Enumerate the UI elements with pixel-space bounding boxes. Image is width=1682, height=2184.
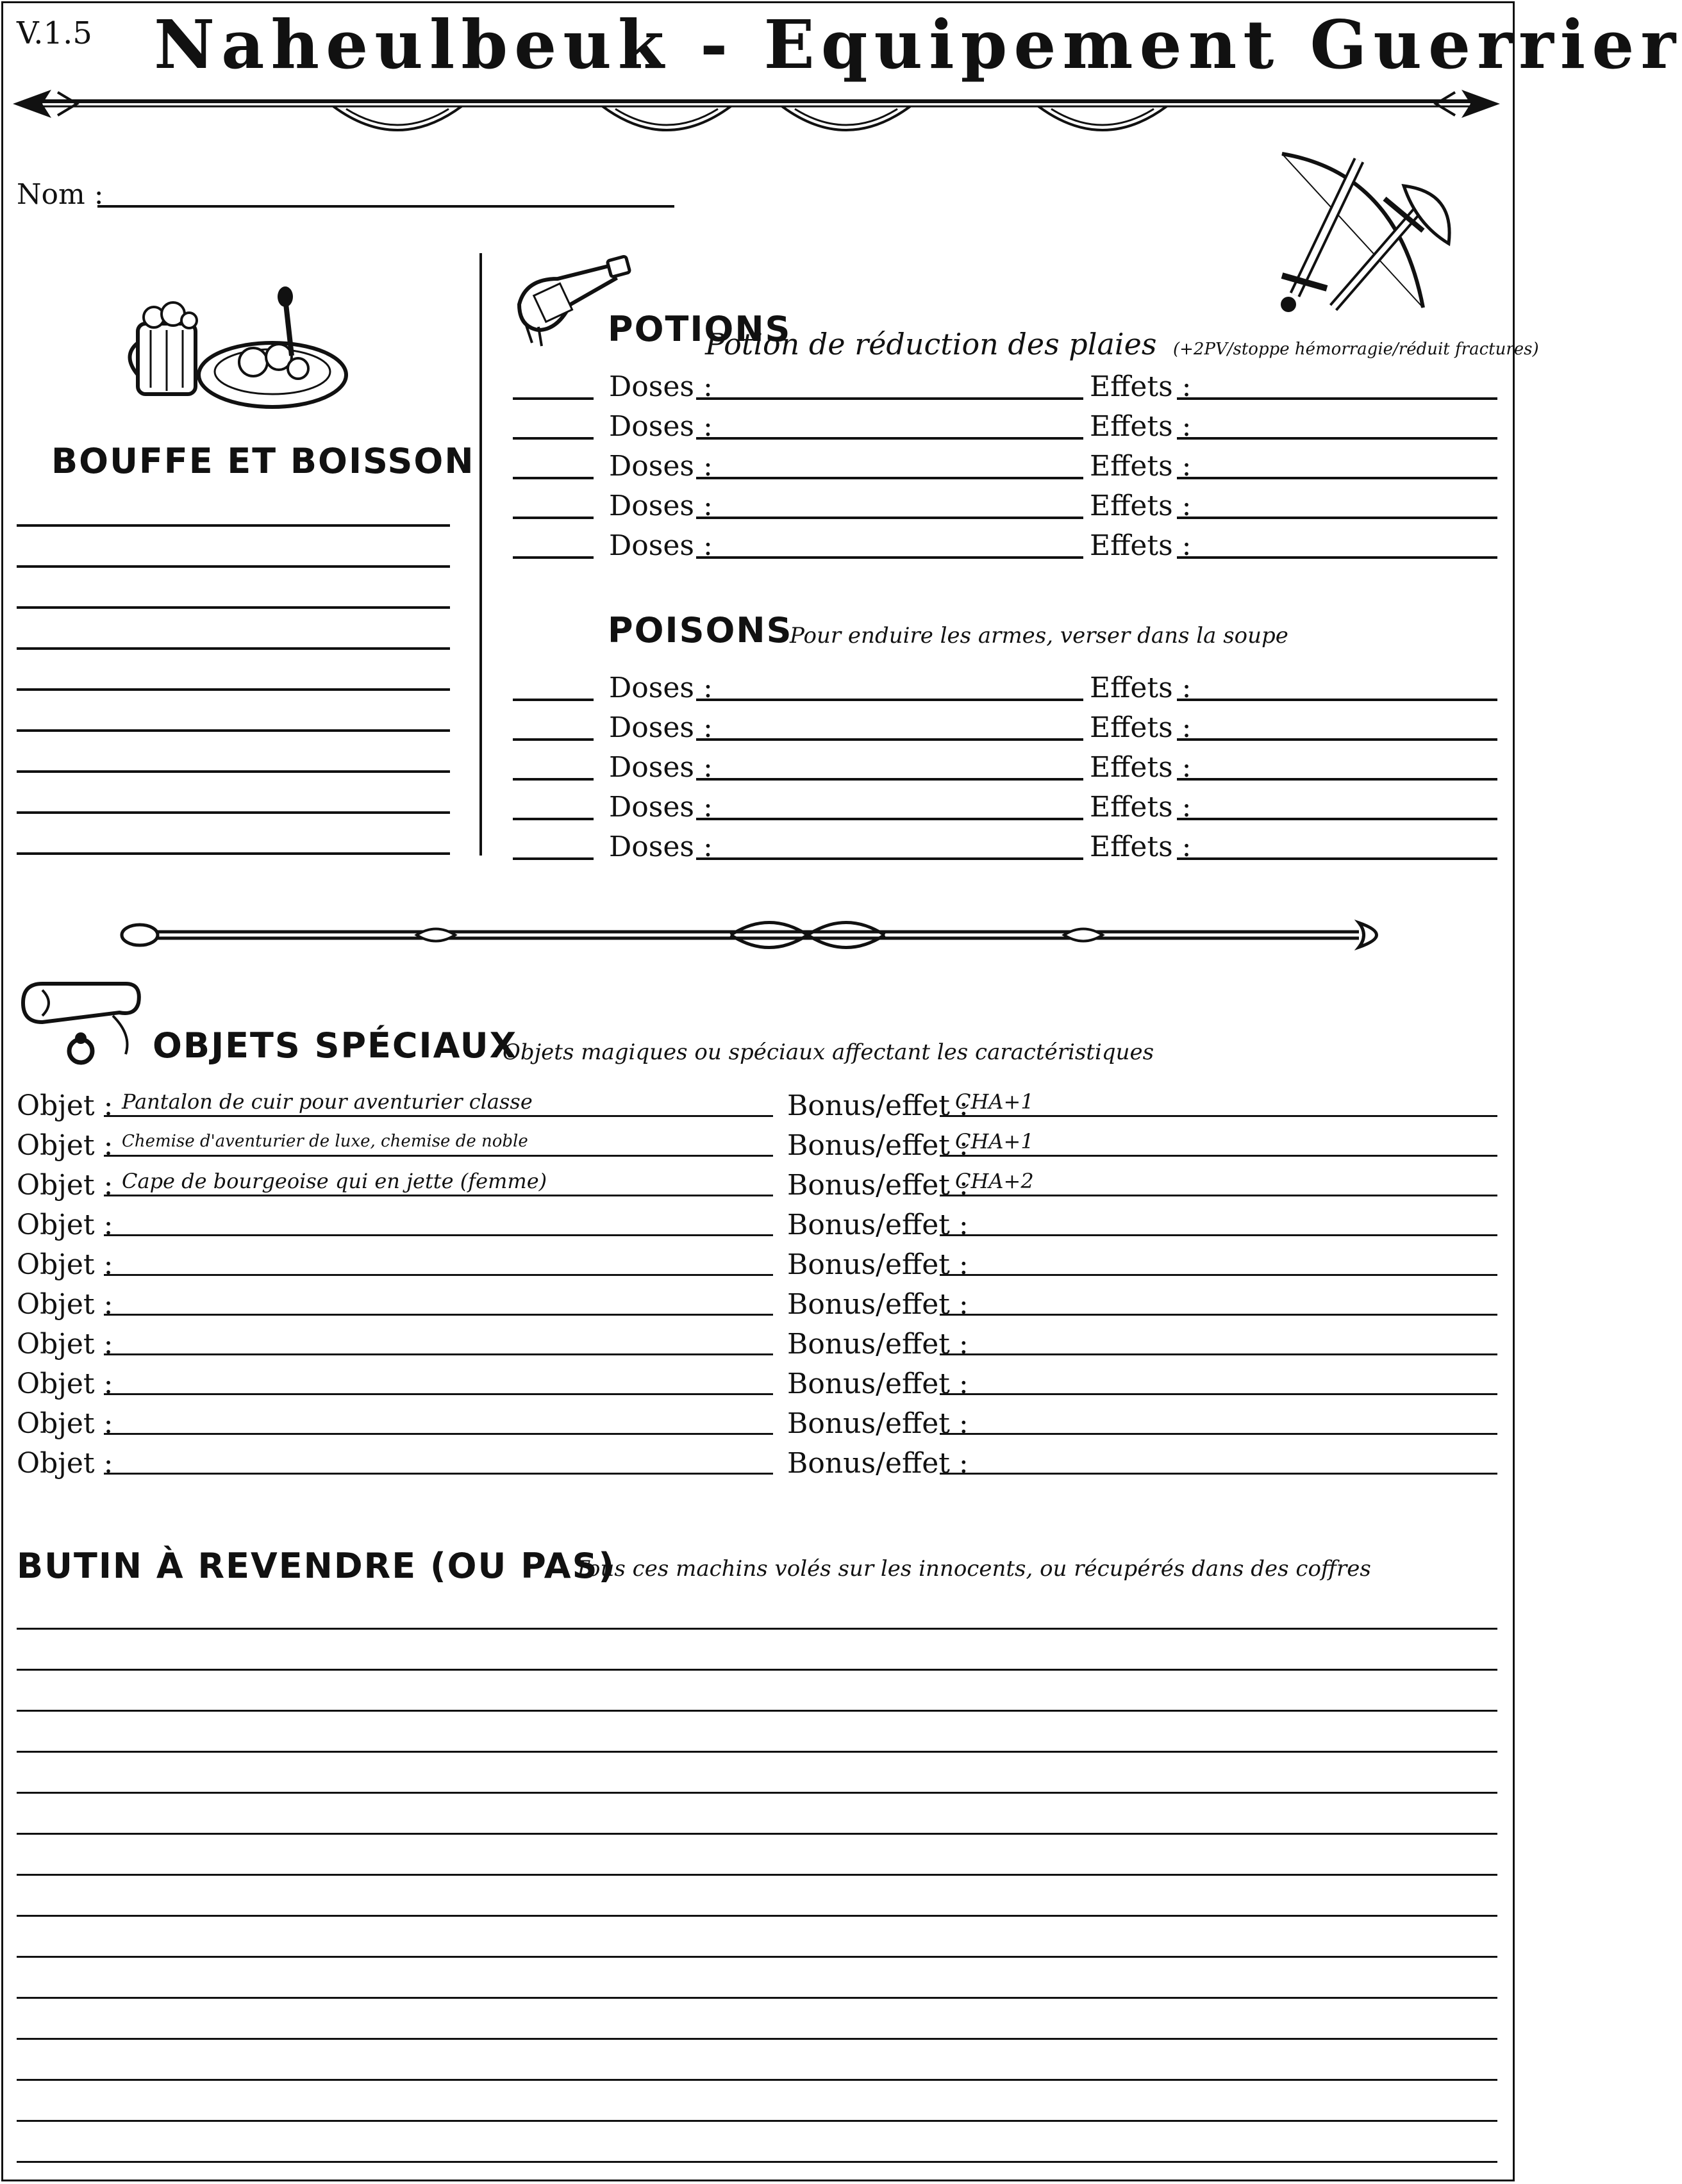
name-label: Nom : — [17, 178, 104, 211]
loot-line[interactable] — [17, 1833, 1497, 1835]
food-line[interactable] — [17, 729, 450, 732]
bonus-value[interactable]: CHA+1 — [955, 1129, 1034, 1154]
potions-heading: POTIONS — [608, 309, 792, 349]
special-objects-subtitle: Objets magiques ou spéciaux affectant les caractéristiques — [503, 1039, 1154, 1065]
bonus-label: Bonus/effet : — [787, 1089, 969, 1122]
objet-label: Objet : — [17, 1328, 113, 1361]
objet-input-line — [104, 1195, 773, 1196]
version-label: V.1.5 — [17, 15, 92, 51]
loot-line[interactable] — [17, 2038, 1497, 2040]
bonus-input-line[interactable] — [940, 1314, 1497, 1316]
objet-input-line[interactable] — [104, 1473, 773, 1475]
poison-effets-label: Effets : — [1090, 831, 1192, 863]
loot-line[interactable] — [17, 2161, 1497, 2163]
poison-effets-input[interactable] — [1177, 699, 1497, 701]
potion-effets-input[interactable] — [1177, 397, 1497, 400]
page-title: Naheulbeuk - Equipement Guerrier — [154, 5, 1682, 84]
bonus-label: Bonus/effet : — [787, 1209, 969, 1241]
bonus-input-line[interactable] — [940, 1274, 1497, 1276]
objet-label: Objet : — [17, 1129, 113, 1162]
food-line[interactable] — [17, 647, 450, 650]
objet-label: Objet : — [17, 1288, 113, 1321]
poison-doses-input[interactable] — [696, 818, 1083, 820]
bonus-label: Bonus/effet : — [787, 1328, 969, 1361]
poison-effets-label: Effets : — [1090, 711, 1192, 744]
loot-line[interactable] — [17, 2079, 1497, 2081]
poison-doses-label: Doses : — [609, 751, 713, 784]
poison-effets-label: Effets : — [1090, 791, 1192, 823]
food-line[interactable] — [17, 852, 450, 855]
poison-count-line[interactable] — [513, 857, 594, 860]
loot-line[interactable] — [17, 1710, 1497, 1712]
objet-label: Objet : — [17, 1407, 113, 1440]
loot-line[interactable] — [17, 1792, 1497, 1794]
staff-divider-icon — [122, 910, 1391, 961]
bonus-label: Bonus/effet : — [787, 1248, 969, 1281]
potion-name-entry[interactable]: Potion de réduction des plaies — [705, 327, 1157, 361]
poisons-heading: POISONS — [608, 610, 793, 650]
objet-label: Objet : — [17, 1447, 113, 1480]
poison-effets-label: Effets : — [1090, 672, 1192, 704]
loot-heading: BUTIN À REVENDRE (OU PAS) — [17, 1546, 616, 1586]
potion-count-line[interactable] — [513, 477, 594, 479]
food-line[interactable] — [17, 606, 450, 609]
loot-line[interactable] — [17, 1874, 1497, 1876]
bonus-label: Bonus/effet : — [787, 1169, 969, 1202]
bonus-value[interactable]: CHA+1 — [955, 1089, 1034, 1114]
potion-doses-input[interactable] — [696, 397, 1083, 400]
arrow-divider-icon — [13, 83, 1500, 141]
poison-count-line[interactable] — [513, 778, 594, 781]
potion-effets-label: Effets : — [1090, 529, 1192, 562]
objet-label: Objet : — [17, 1368, 113, 1400]
poison-count-line[interactable] — [513, 738, 594, 741]
bonus-input-line[interactable] — [940, 1353, 1497, 1355]
poison-doses-label: Doses : — [609, 672, 713, 704]
food-line[interactable] — [17, 524, 450, 527]
loot-line[interactable] — [17, 1628, 1497, 1630]
loot-line[interactable] — [17, 1669, 1497, 1671]
potion-effets-label: Effets : — [1090, 450, 1192, 483]
objet-label: Objet : — [17, 1089, 113, 1122]
poison-doses-label: Doses : — [609, 831, 713, 863]
potion-effets-label: Effets : — [1090, 490, 1192, 522]
bonus-input-line[interactable] — [940, 1393, 1497, 1395]
food-line[interactable] — [17, 565, 450, 568]
bonus-input-line[interactable] — [940, 1234, 1497, 1236]
objet-input-line[interactable] — [104, 1393, 773, 1395]
loot-line[interactable] — [17, 1751, 1497, 1753]
poison-effets-input[interactable] — [1177, 738, 1497, 741]
loot-line[interactable] — [17, 2120, 1497, 2122]
poison-count-line[interactable] — [513, 699, 594, 701]
objet-value[interactable]: Chemise d'aventurier de luxe, chemise de noble — [122, 1132, 528, 1151]
objet-label: Objet : — [17, 1169, 113, 1202]
bonus-input-line — [940, 1155, 1497, 1157]
objet-value[interactable]: Pantalon de cuir pour aventurier classe — [122, 1089, 533, 1114]
column-divider — [479, 253, 482, 856]
bonus-input-line[interactable] — [940, 1433, 1497, 1435]
poison-doses-label: Doses : — [609, 711, 713, 744]
loot-line[interactable] — [17, 1915, 1497, 1917]
potion-doses-label: Doses : — [609, 490, 713, 522]
potion-effect-note: (+2PV/stoppe hémorragie/réduit fractures) — [1173, 340, 1539, 359]
objet-input-line[interactable] — [104, 1353, 773, 1355]
poison-doses-label: Doses : — [609, 791, 713, 823]
food-icon — [131, 285, 349, 413]
bonus-input-line — [940, 1195, 1497, 1196]
poison-effets-input[interactable] — [1177, 778, 1497, 781]
bonus-label: Bonus/effet : — [787, 1288, 969, 1321]
poison-count-line[interactable] — [513, 818, 594, 820]
objet-input-line[interactable] — [104, 1274, 773, 1276]
bonus-value[interactable]: CHA+2 — [955, 1169, 1034, 1193]
potion-count-line[interactable] — [513, 517, 594, 519]
objet-input-line[interactable] — [104, 1433, 773, 1435]
bonus-label: Bonus/effet : — [787, 1447, 969, 1480]
objet-label: Objet : — [17, 1248, 113, 1281]
potion-effets-label: Effets : — [1090, 410, 1192, 443]
food-line[interactable] — [17, 688, 450, 691]
poison-doses-input[interactable] — [696, 857, 1083, 860]
special-objects-heading: OBJETS SPÉCIAUX — [153, 1025, 518, 1066]
objet-value[interactable]: Cape de bourgeoise qui en jette (femme) — [122, 1169, 547, 1193]
potion-doses-input[interactable] — [696, 437, 1083, 440]
bonus-label: Bonus/effet : — [787, 1368, 969, 1400]
potion-doses-label: Doses : — [609, 370, 713, 403]
name-input[interactable] — [97, 205, 674, 208]
potion-doses-label: Doses : — [609, 529, 713, 562]
poisons-subtitle: Pour enduire les armes, verser dans la soupe — [790, 623, 1288, 649]
poison-effets-input[interactable] — [1177, 818, 1497, 820]
objet-input-line[interactable] — [104, 1234, 773, 1236]
potion-count-line[interactable] — [513, 397, 594, 400]
potion-effets-input[interactable] — [1177, 517, 1497, 519]
potion-doses-label: Doses : — [609, 410, 713, 443]
poison-doses-input[interactable] — [696, 699, 1083, 701]
scroll-ring-icon — [17, 977, 145, 1067]
potion-count-line[interactable] — [513, 437, 594, 440]
poison-doses-input[interactable] — [696, 738, 1083, 741]
potion-effets-input[interactable] — [1177, 477, 1497, 479]
food-heading: BOUFFE ET BOISSON — [51, 441, 475, 481]
potion-effets-input[interactable] — [1177, 437, 1497, 440]
loot-subtitle: Tous ces machins volés sur les innocents, ou récupérés dans des coffres — [574, 1556, 1371, 1582]
weapons-icon — [1256, 147, 1461, 320]
bonus-input-line[interactable] — [940, 1473, 1497, 1475]
potion-effets-label: Effets : — [1090, 370, 1192, 403]
potion-doses-label: Doses : — [609, 450, 713, 483]
objet-label: Objet : — [17, 1209, 113, 1241]
food-line[interactable] — [17, 770, 450, 773]
potion-doses-input[interactable] — [696, 556, 1083, 559]
bonus-label: Bonus/effet : — [787, 1407, 969, 1440]
objet-input-line — [104, 1155, 773, 1157]
objet-input-line[interactable] — [104, 1314, 773, 1316]
poison-effets-label: Effets : — [1090, 751, 1192, 784]
poison-effets-input[interactable] — [1177, 857, 1497, 860]
poison-doses-input[interactable] — [696, 778, 1083, 781]
food-line[interactable] — [17, 811, 450, 814]
bonus-input-line — [940, 1115, 1497, 1117]
bonus-label: Bonus/effet : — [787, 1129, 969, 1162]
potion-count-line[interactable] — [513, 556, 594, 559]
potion-doses-input[interactable] — [696, 477, 1083, 479]
potion-doses-input[interactable] — [696, 517, 1083, 519]
loot-line[interactable] — [17, 1956, 1497, 1958]
loot-line[interactable] — [17, 1997, 1497, 1999]
objet-input-line — [104, 1115, 773, 1117]
potion-effets-input[interactable] — [1177, 556, 1497, 559]
